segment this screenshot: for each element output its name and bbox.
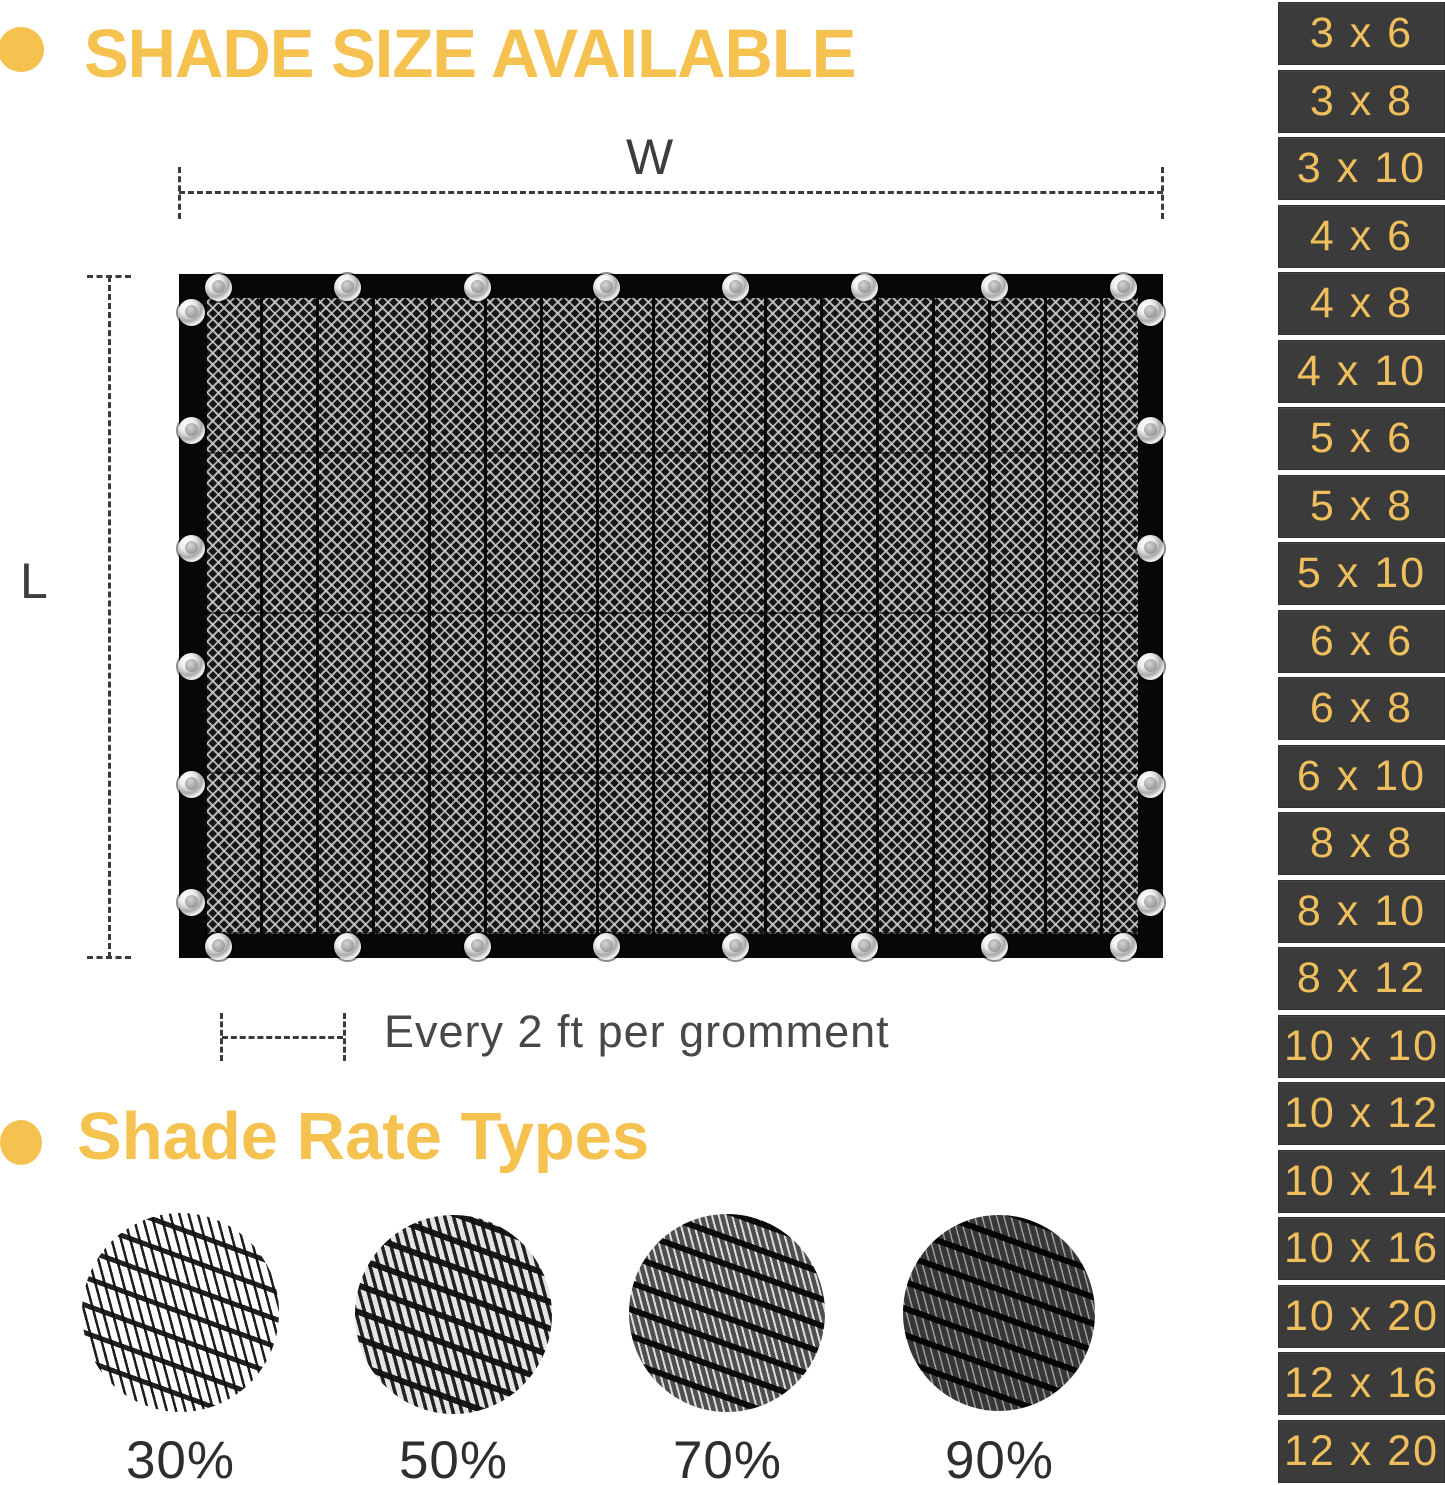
length-dimension-tick-top bbox=[87, 275, 131, 278]
mesh-swatch-30 bbox=[82, 1213, 279, 1412]
bullet-dot-icon bbox=[0, 1120, 42, 1165]
size-chip: 4 x 10 bbox=[1278, 340, 1445, 403]
size-chip: 3 x 8 bbox=[1278, 70, 1445, 133]
size-chip: 8 x 10 bbox=[1278, 880, 1445, 943]
grommet-ring-icon bbox=[464, 933, 491, 960]
grommet-ring-icon bbox=[593, 933, 620, 960]
size-chip: 6 x 6 bbox=[1278, 610, 1445, 673]
grommet-ring-icon bbox=[1137, 653, 1164, 680]
size-chip: 4 x 6 bbox=[1278, 205, 1445, 268]
shade-rate-label: 90% bbox=[944, 1431, 1055, 1485]
grommet-ring-icon bbox=[205, 933, 232, 960]
grommet-ring-icon bbox=[722, 933, 749, 960]
size-chip: 3 x 6 bbox=[1278, 2, 1445, 65]
size-chip: 5 x 6 bbox=[1278, 407, 1445, 470]
size-available-heading: SHADE SIZE AVAILABLE bbox=[84, 15, 856, 92]
grommet-ring-icon bbox=[851, 274, 878, 301]
mesh-swatch-50 bbox=[355, 1215, 552, 1414]
size-chip: 12 x 16 bbox=[1278, 1352, 1445, 1415]
grommet-spacing-note: Every 2 ft per gromment bbox=[384, 1006, 890, 1057]
size-chip: 10 x 16 bbox=[1278, 1217, 1445, 1280]
size-list bbox=[1278, 2, 1445, 1483]
grommet-ring-icon bbox=[1110, 933, 1137, 960]
width-dimension-line bbox=[179, 191, 1163, 194]
length-dimension-label: L bbox=[20, 553, 48, 609]
size-chip: 8 x 12 bbox=[1278, 947, 1445, 1010]
size-chip: 6 x 10 bbox=[1278, 745, 1445, 808]
rate-types-heading: Shade Rate Types bbox=[77, 1099, 650, 1174]
grommet-spacing-tick-right bbox=[343, 1013, 346, 1061]
size-chip: 10 x 14 bbox=[1278, 1150, 1445, 1213]
length-dimension-line bbox=[108, 276, 111, 958]
bullet-dot-icon bbox=[0, 27, 44, 72]
size-chip: 10 x 10 bbox=[1278, 1015, 1445, 1078]
grommet-ring-icon bbox=[178, 889, 205, 916]
grommet-ring-icon bbox=[593, 274, 620, 301]
size-chip: 10 x 12 bbox=[1278, 1082, 1445, 1145]
grommet-ring-icon bbox=[178, 535, 205, 562]
grommet-ring-icon bbox=[1137, 299, 1164, 326]
grommet-ring-icon bbox=[1137, 535, 1164, 562]
grommet-ring-icon bbox=[178, 653, 205, 680]
size-chip: 5 x 8 bbox=[1278, 475, 1445, 538]
grommet-ring-icon bbox=[334, 933, 361, 960]
grommet-ring-icon bbox=[851, 933, 878, 960]
length-dimension-tick-bottom bbox=[87, 956, 131, 959]
size-chip: 3 x 10 bbox=[1278, 137, 1445, 200]
width-dimension-tick-left bbox=[178, 167, 181, 219]
shade-net-illustration bbox=[179, 274, 1163, 958]
mesh-swatch-90 bbox=[903, 1215, 1095, 1411]
width-dimension-label: W bbox=[626, 129, 674, 185]
grommet-ring-icon bbox=[722, 274, 749, 301]
width-dimension-tick-right bbox=[1161, 167, 1164, 219]
grommet-ring-icon bbox=[205, 274, 232, 301]
shade-rate-label: 30% bbox=[125, 1431, 236, 1485]
size-chip: 5 x 10 bbox=[1278, 542, 1445, 605]
mesh-fabric-texture bbox=[204, 298, 1138, 934]
mesh-swatch-70 bbox=[629, 1214, 825, 1412]
size-chip: 12 x 20 bbox=[1278, 1420, 1445, 1483]
grommet-ring-icon bbox=[1137, 889, 1164, 916]
grommet-ring-icon bbox=[1137, 417, 1164, 444]
grommet-ring-icon bbox=[178, 299, 205, 326]
shade-rate-label: 50% bbox=[398, 1431, 509, 1485]
size-chip: 8 x 8 bbox=[1278, 812, 1445, 875]
grommet-ring-icon bbox=[464, 274, 491, 301]
size-chip: 4 x 8 bbox=[1278, 272, 1445, 335]
grommet-ring-icon bbox=[334, 274, 361, 301]
grommet-spacing-line bbox=[222, 1036, 343, 1039]
size-chip: 6 x 8 bbox=[1278, 677, 1445, 740]
grommet-ring-icon bbox=[178, 417, 205, 444]
grommet-ring-icon bbox=[981, 933, 1008, 960]
grommet-ring-icon bbox=[1110, 274, 1137, 301]
grommet-ring-icon bbox=[981, 274, 1008, 301]
size-chip: 10 x 20 bbox=[1278, 1285, 1445, 1348]
grommet-ring-icon bbox=[178, 771, 205, 798]
grommet-ring-icon bbox=[1137, 771, 1164, 798]
shade-rate-label: 70% bbox=[672, 1431, 783, 1485]
